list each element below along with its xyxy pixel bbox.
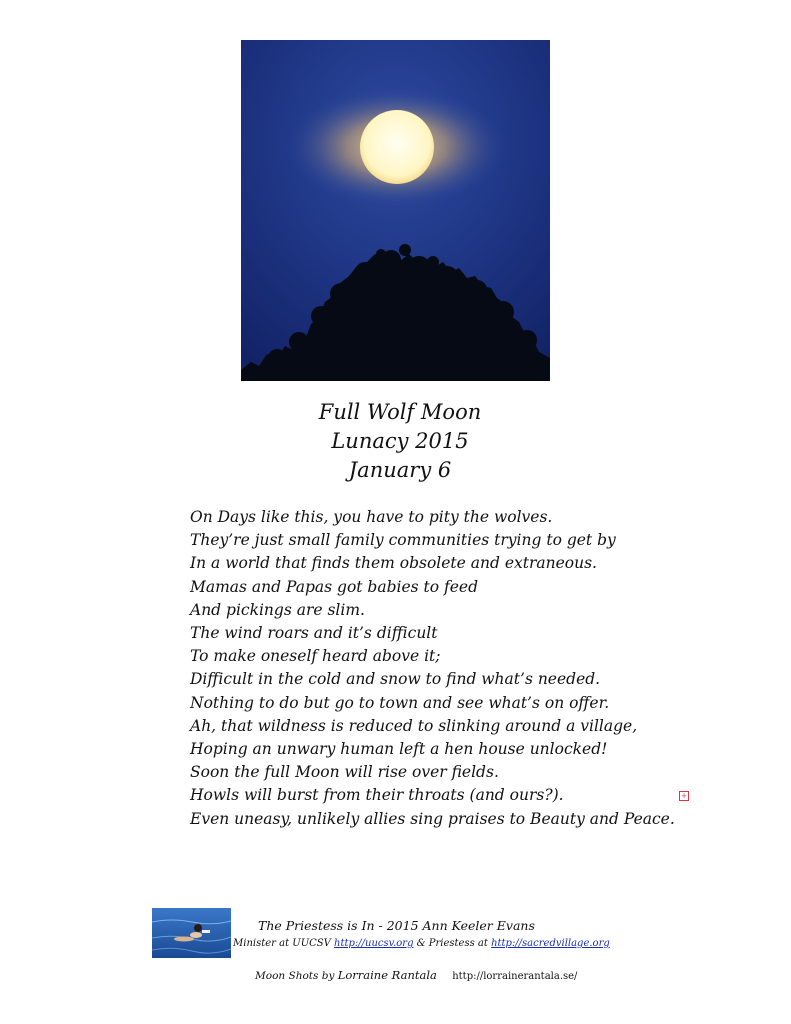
poem-line: They’re just small family communities trying to get by — [190, 531, 616, 550]
swimmer-photo — [152, 908, 231, 958]
photographer-name: Lorraine Rantala — [337, 968, 437, 982]
sacredvillage-link[interactable]: http://sacredvillage.org — [491, 938, 610, 949]
poem-title-block — [270, 398, 530, 485]
poem-title: Full Wolf Moon — [318, 400, 482, 424]
poem-line: Ah, that wildness is reduced to slinking around a village, — [190, 716, 638, 735]
poem-line: Even uneasy, unlikely allies sing praises to Beauty and Peace. — [190, 809, 675, 828]
poem-line: And pickings are slim. — [190, 600, 365, 619]
photographer-url: http://lorrainerantala.se/ — [452, 971, 578, 982]
uucsv-link[interactable]: http://uucsv.org — [334, 938, 414, 949]
poem-line: In a world that finds them obsolete and extraneous. — [190, 554, 597, 573]
photo-credit-line — [255, 968, 577, 982]
moonshots-label: Moon Shots by — [255, 970, 335, 982]
priestess-credit: The Priestess is In - 2015 Ann Keeler Evans — [258, 918, 535, 933]
poem-line: On Days like this, you have to pity the wolves. — [190, 508, 553, 526]
poem-line: Difficult in the cold and snow to find what’s needed. — [190, 670, 601, 689]
poem-line: The wind roars and it’s difficult — [190, 624, 438, 643]
poem-subtitle: Lunacy 2015 — [331, 429, 469, 453]
full-moon-photo — [241, 40, 550, 381]
poem-line: Nothing to do but go to town and see what’s on offer. — [190, 693, 610, 712]
poem-line: Soon the full Moon will rise over fields. — [190, 763, 499, 782]
minister-label: Minister at UUCSV — [233, 938, 331, 949]
priestess-label: & Priestess at — [416, 938, 488, 949]
poem-line: Howls will burst from their throats (and ours?). — [190, 786, 564, 805]
annotation-marker-icon[interactable]: + — [679, 791, 689, 801]
poem-line: To make oneself heard above it; — [190, 647, 441, 666]
poem-body — [190, 506, 690, 831]
poem-date: January 6 — [348, 458, 452, 482]
affiliation-line — [233, 938, 610, 949]
poem-line: Hoping an unwary human left a hen house unlocked! — [190, 740, 608, 759]
poem-line: Mamas and Papas got babies to feed — [190, 577, 479, 596]
